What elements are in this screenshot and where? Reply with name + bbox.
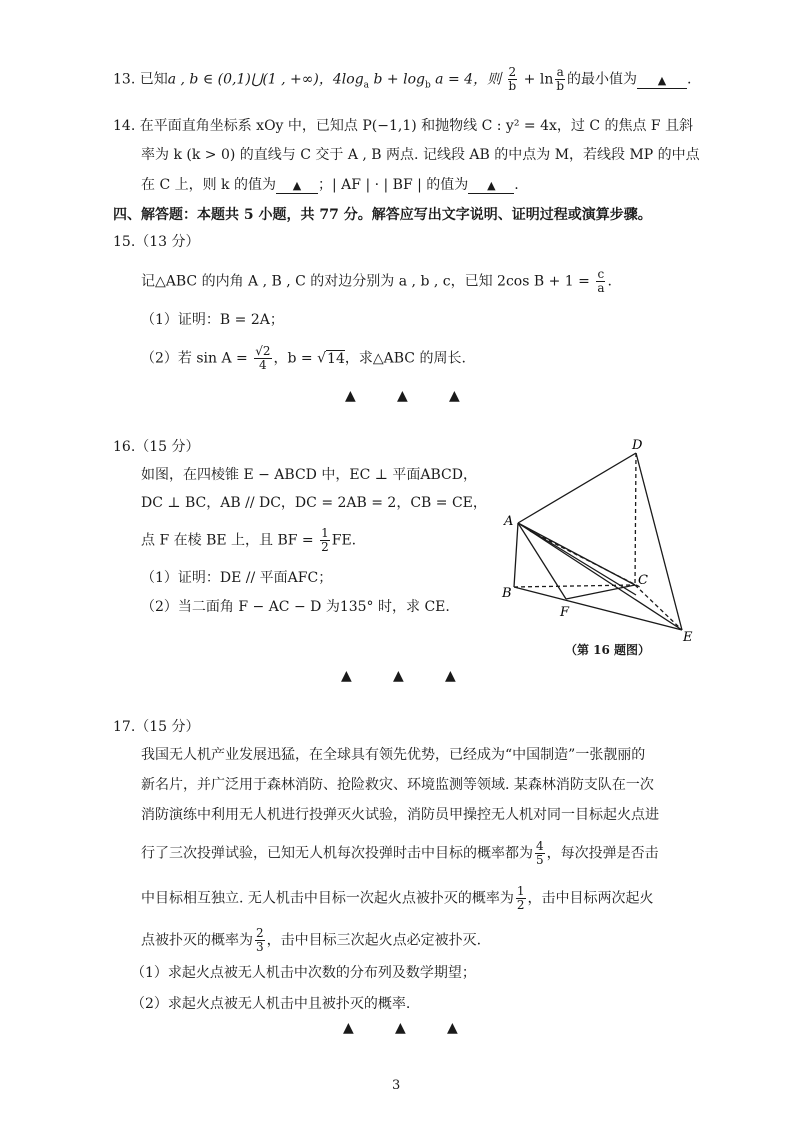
edge-DC — [635, 453, 636, 585]
question-13 — [113, 66, 691, 95]
mark-triangle: ▲ — [449, 388, 460, 404]
q13-text: 已知 — [139, 71, 168, 88]
mark-triangle: ▲ — [393, 668, 404, 684]
q15-p2-b: ，b = — [273, 350, 313, 367]
q13-tail: 的最小值为 — [567, 71, 638, 88]
q15-stem-end: . — [607, 273, 612, 290]
q15-p2-c: ，求△ABC 的周长. — [344, 350, 466, 367]
q16-part-2: （2）当二面角 F − AC − D 为135° 时，求 CE. — [141, 599, 450, 615]
edge-AB — [514, 523, 518, 587]
q17-l5-b: ，击中目标两次起火 — [527, 890, 654, 907]
edge-CE — [635, 585, 682, 630]
q17-part-1: （1）求起火点被无人机击中次数的分布列及数学期望； — [131, 965, 476, 981]
mark-triangle: ▲ — [345, 388, 356, 404]
q15-fraction: $\frac{c}{a}$ — [597, 267, 605, 295]
mark-triangle: ▲ — [447, 1020, 458, 1036]
q16-heading: 16.（15 分） — [113, 439, 200, 455]
q14-text-3a: 在 C 上，则 k 的值为 — [141, 177, 276, 193]
q15-stem-text: 记△ABC 的内角 A , B , C 的对边分别为 a , b , c，已知 2cos B + 1 = — [141, 273, 590, 290]
mark-triangle: ▲ — [343, 1020, 354, 1036]
q15-p2-fraction: $\frac{√2}{4}$ — [255, 344, 271, 372]
q13-fraction-2: $\frac{a}{b}$ — [556, 65, 565, 93]
q13-sub-b: b — [424, 80, 431, 91]
q15-part-2: （2）若 sin A = $\frac{√2}{4}$ ，b = √14，求△ABC 的周长. — [141, 344, 466, 372]
mark-triangle: ▲ — [445, 668, 456, 684]
q17-l5-text: 中目标相互独立. 无人机击中目标一次起火点被扑灭的概率为 — [141, 890, 514, 907]
label-F: F — [560, 605, 570, 620]
q15-part-1: （1）证明：B = 2A； — [141, 312, 284, 328]
q16-l3-text: 点 F 在棱 BE 上，且 BF = — [141, 532, 314, 549]
q14-text-3b: ；| AF | · | BF | 的值为 — [318, 177, 469, 193]
edge-DE — [636, 453, 682, 630]
mark-triangle: ▲ — [395, 1020, 406, 1036]
q16-pyramid-figure — [490, 435, 710, 650]
q16-line-2: DC ⊥ BC，AB // DC，DC = 2AB = 2，CB = CE， — [141, 495, 487, 511]
q17-line-6 — [141, 927, 481, 954]
q17-fraction-3: $\frac{2}{3}$ — [256, 926, 264, 954]
q15-stem — [141, 268, 612, 295]
q16-line-3 — [141, 527, 356, 554]
q13-fraction-1: $\frac{2}{b}$ — [508, 65, 517, 93]
q13-math: a , b ∈ (0,1)⋃(1 , +∞)，4log — [167, 71, 364, 88]
question-14-line-1 — [113, 116, 693, 136]
q14-text-2: 率为 k (k > 0) 的直线与 C 交于 A , B 两点. 记线段 AB 的中点为 M，若线段 MP 的中点 — [141, 147, 700, 163]
q17-fraction-1: $\frac{4}{5}$ — [536, 839, 544, 867]
q13-sub: a — [363, 80, 370, 91]
label-E: E — [683, 630, 693, 645]
q16-l3-b: FE. — [331, 532, 357, 549]
q15-p2-text: （2）若 sin A = — [141, 350, 248, 367]
label-D: D — [632, 438, 643, 453]
q17-marks — [343, 1020, 499, 1036]
edge-AC2 — [518, 523, 636, 595]
q13-answer-blank: ▲ — [637, 74, 687, 89]
q17-heading: 17.（15 分） — [113, 719, 200, 735]
edge-AF — [518, 523, 566, 599]
edge-BE — [514, 587, 682, 630]
q14-answer-blank-2: ▲ — [468, 179, 514, 194]
question-14-line-3 — [141, 175, 519, 195]
q13-math-b: b + log — [369, 71, 425, 88]
q15-heading: 15.（13 分） — [113, 234, 200, 250]
mark-triangle: ▲ — [341, 668, 352, 684]
mark-triangle: ▲ — [397, 388, 408, 404]
q13-math-c: a = 4，则 — [430, 71, 502, 88]
label-B: B — [502, 586, 512, 601]
label-C: C — [638, 573, 648, 588]
q14-text-3c: . — [514, 177, 519, 193]
q16-fraction: $\frac{1}{2}$ — [321, 526, 329, 554]
q14-text-1: 在平面直角坐标系 xOy 中，已知点 P(−1,1) 和抛物线 C : y² = 4x，过 C 的焦点 F 且斜 — [139, 118, 694, 134]
q13-ln: + ln — [519, 71, 554, 88]
edge-AD — [518, 453, 636, 523]
q14-number: 14. — [113, 118, 136, 134]
q17-part-2: （2）求起火点被无人机击中且被扑灭的概率. — [131, 996, 411, 1012]
q17-line-5 — [141, 885, 654, 912]
q16-line-1: 如图，在四棱锥 E − ABCD 中，EC ⊥ 平面ABCD， — [141, 467, 477, 483]
q13-end: . — [687, 71, 692, 88]
q17-line-3: 消防演练中利用无人机进行投弹灭火试验，消防员甲操控无人机对同一目标起火点进 — [141, 807, 659, 823]
section-4-heading: 四、解答题：本题共 5 小题，共 77 分。解答应写出文字说明、证明过程或演算步骤。 — [113, 207, 652, 223]
q17-l6-text: 点被扑灭的概率为 — [141, 932, 253, 949]
q15-marks — [345, 388, 501, 404]
q16-figure-caption: （第 16 题图） — [565, 643, 651, 657]
q17-fraction-2: $\frac{1}{2}$ — [516, 884, 525, 912]
edge-AE — [518, 523, 682, 630]
q16-part-1: （1）证明：DE // 平面AFC； — [141, 570, 333, 586]
edge-BC — [514, 585, 635, 587]
q17-line-4 — [141, 840, 659, 867]
q15-p2-sqrt: 14 — [327, 350, 345, 367]
q17-l6-b: ，击中目标三次起火点必定被扑灭. — [266, 932, 482, 949]
q16-marks — [341, 668, 497, 684]
q13-number: 13. — [113, 71, 136, 88]
q14-answer-blank-1: ▲ — [276, 179, 318, 194]
label-A: A — [504, 514, 514, 529]
q17-l4-text: 行了三次投弹试验，已知无人机每次投弹时击中目标的概率都为 — [141, 845, 533, 862]
q17-line-1: 我国无人机产业发展迅猛，在全球具有领先优势，已经成为“中国制造”一张靓丽的 — [141, 747, 646, 763]
q17-l4-b: ，每次投弹是否击 — [546, 845, 659, 862]
page-number: 3 — [392, 1078, 401, 1093]
q17-line-2: 新名片，并广泛用于森林消防、抢险救灾、环境监测等领域. 某森林消防支队在一次 — [141, 777, 654, 793]
